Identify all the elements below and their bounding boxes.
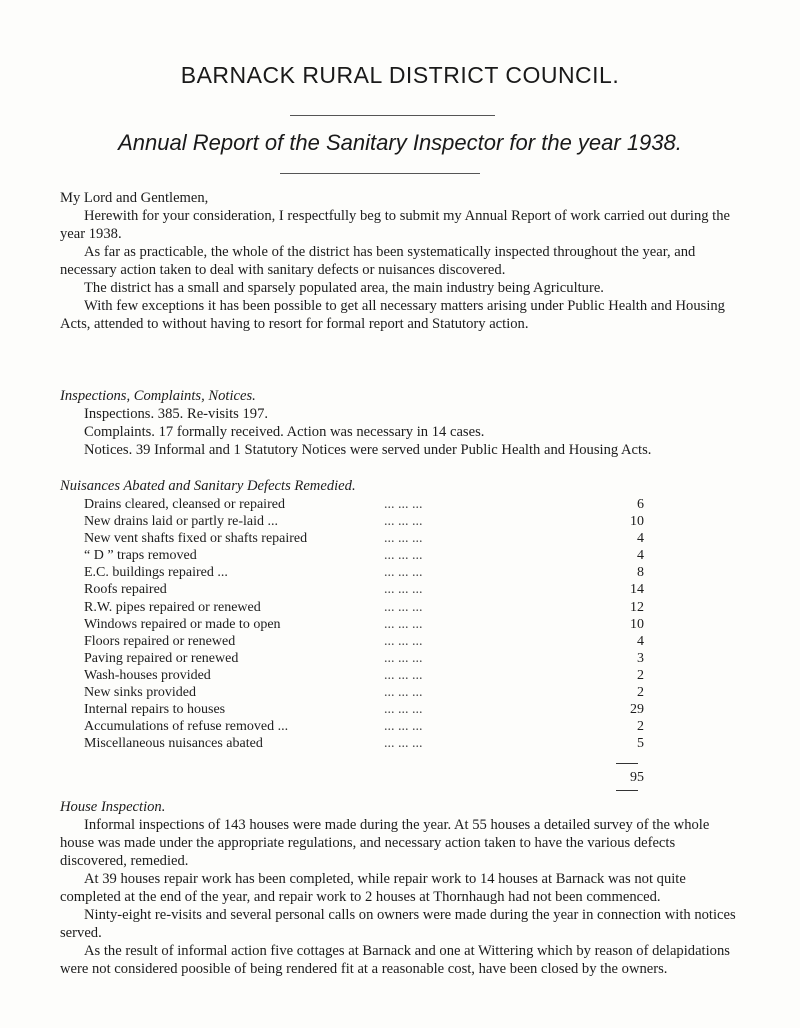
total-rule-bottom (616, 790, 638, 791)
row-value: 8 (637, 565, 644, 581)
leader-dots: ... ... ... (384, 548, 423, 564)
table-row (84, 530, 644, 547)
intro-paragraph: With few exceptions it has been possible to get all necessary matters arising under Public Health and Housing Acts, attended to without having to resort for formal report and Statutory action. (60, 298, 725, 332)
leader-dots: ... ... ... (384, 531, 423, 547)
leader-dots: ... ... ... (384, 565, 423, 581)
nuisances-heading-block (60, 477, 740, 495)
title-rule-bottom (280, 173, 480, 174)
house-inspection-heading: House Inspection. (60, 799, 166, 815)
row-label: Windows repaired or made to open (84, 616, 281, 632)
row-value: 12 (630, 599, 644, 615)
table-row (84, 650, 644, 667)
leader-dots: ... ... ... (384, 599, 423, 615)
leader-dots: ... ... ... (384, 616, 423, 632)
row-label: Accumulations of refuse removed ... (84, 719, 289, 735)
row-label: Wash-houses provided (84, 667, 211, 683)
row-value: 4 (637, 633, 644, 649)
table-row (84, 633, 644, 650)
nuisances-total: 95 (630, 770, 644, 785)
table-row (84, 581, 644, 598)
nuisances-table (84, 496, 644, 752)
table-row (84, 496, 644, 513)
leader-dots: ... ... ... (384, 514, 423, 530)
row-label: New sinks provided (84, 685, 196, 701)
council-name: BARNACK RURAL DISTRICT COUNCIL. (180, 62, 620, 88)
table-row (84, 616, 644, 633)
intro-paragraph: Herewith for your consideration, I respectfully beg to submit my Annual Report of work carried out during the year 1938. (60, 208, 731, 242)
salutation: My Lord and Gentlemen, (60, 190, 209, 206)
report-title: Annual Report of the Sanitary Inspector for the year 1938. (118, 130, 682, 155)
row-value: 6 (637, 497, 644, 512)
intro-paragraph: As far as practicable, the whole of the district has been systematically inspected throughout the year, and necessary action taken to deal with sanitary defects or nuisances discovered. (60, 244, 696, 278)
nuisances-heading: Nuisances Abated and Sanitary Defects Remedied. (60, 478, 356, 494)
title-rule-top (290, 115, 495, 116)
row-label: Internal repairs to houses (84, 702, 226, 718)
house-paragraph: Ninty-eight re-visits and several personal calls on owners were made during the year in connection with notices served. (60, 907, 736, 941)
leader-dots: ... ... ... (384, 497, 423, 512)
row-label: Drains cleared, cleansed or repaired (84, 497, 285, 512)
table-row (84, 718, 644, 735)
row-value: 29 (630, 702, 644, 718)
leader-dots: ... ... ... (384, 582, 423, 598)
row-value: 10 (630, 616, 644, 632)
row-value: 4 (637, 531, 644, 547)
row-label: E.C. buildings repaired ... (84, 565, 228, 581)
leader-dots: ... ... ... (384, 667, 423, 683)
row-label: Roofs repaired (84, 582, 167, 598)
table-row (84, 684, 644, 701)
row-value: 14 (630, 582, 644, 598)
row-value: 4 (637, 548, 644, 564)
inspections-section (60, 387, 740, 459)
row-value: 10 (630, 514, 644, 530)
row-value: 3 (637, 650, 644, 666)
leader-dots: ... ... ... (384, 650, 423, 666)
inspections-heading: Inspections, Complaints, Notices. (60, 388, 256, 404)
intro-section (60, 189, 740, 333)
complaints-line: Complaints. 17 formally received. Action was necessary in 14 cases. (84, 424, 485, 440)
notices-line: Notices. 39 Informal and 1 Statutory Notices were served under Public Health and Housing Acts. (84, 442, 652, 458)
house-inspection-section (60, 798, 740, 978)
row-value: 2 (637, 685, 644, 701)
row-label: Paving repaired or renewed (84, 650, 239, 666)
row-label: New drains laid or partly re-laid ... (84, 514, 278, 530)
table-row (84, 599, 644, 616)
leader-dots: ... ... ... (384, 633, 423, 649)
house-paragraph: As the result of informal action five cottages at Barnack and one at Wittering which by reason of delapidations were not considered poosible of being rendered fit at a reasonable cost, have been closed by the owners. (60, 943, 730, 977)
row-value: 2 (637, 719, 644, 735)
row-label: R.W. pipes repaired or renewed (84, 599, 261, 615)
house-paragraph: Informal inspections of 143 houses were made during the year. At 55 houses a detailed survey of the whole house was made under the appropriate regulations, and necessary action taken to have the various defects discovered, remedied. (60, 817, 710, 869)
row-label: “ D ” traps removed (84, 548, 197, 564)
row-label: Miscellaneous nuisances abated (84, 736, 263, 752)
row-label: Floors repaired or renewed (84, 633, 236, 649)
inspections-line: Inspections. 385. Re-visits 197. (84, 406, 269, 422)
row-label: New vent shafts fixed or shafts repaired (84, 531, 308, 547)
intro-paragraph: The district has a small and sparsely populated area, the main industry being Agriculture. (84, 280, 604, 296)
table-row (84, 547, 644, 564)
leader-dots: ... ... ... (384, 719, 423, 735)
table-row (84, 667, 644, 684)
table-row (84, 513, 644, 530)
table-row (84, 701, 644, 718)
table-row (84, 735, 644, 752)
leader-dots: ... ... ... (384, 736, 423, 752)
row-value: 5 (637, 736, 644, 752)
table-row (84, 564, 644, 581)
leader-dots: ... ... ... (384, 685, 423, 701)
leader-dots: ... ... ... (384, 702, 423, 718)
row-value: 2 (637, 667, 644, 683)
total-rule-top (616, 763, 638, 764)
house-paragraph: At 39 houses repair work has been completed, while repair work to 14 houses at Barnack was not quite completed at the end of the year, and repair work to 2 houses at Thornhaugh had not been commenced. (60, 871, 686, 905)
